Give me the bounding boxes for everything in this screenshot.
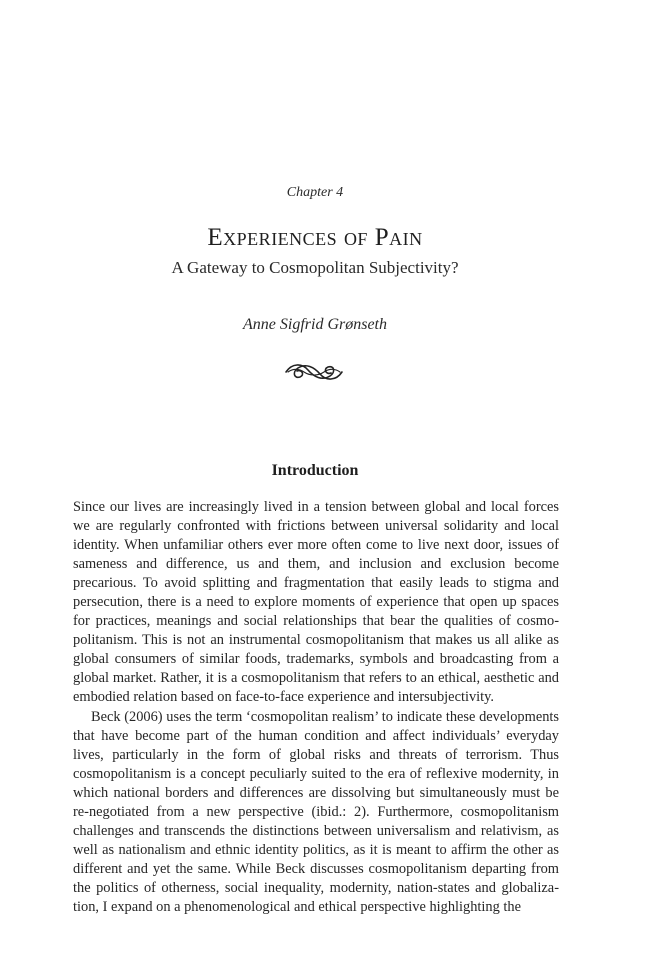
section-heading: Introduction (271, 462, 359, 479)
paragraph-2: Beck (2006) uses the term ‘cosmopolitan realism’ to indicate these developments that have become part of the human condition and affect individuals’ everyday lives, particularly in the form of global risks and threats of terrorism. Thus cosmopolitanism is a concept peculiarly suited to the era of reflexive modernity, in which national borders and differences are dissolving but simultaneously must be re-negotiated from a new perspective (ibid.: 2). Furthermore, cosmopolitanism challenges and transcends the distinctions between universalism and relativism, as well as nationalism and ethnic identity politics, as it is meant to affirm the other as different and yet the same. While Beck discusses cosmopolitanism departing from the politics of otherness, social inequality, modernity, nation-states and globalization, I expand on a phenomenological and ethical perspective highlighting the (73, 708, 559, 915)
paragraph-1: Since our lives are increasingly lived in a tension between global and local forces we are regularly confronted with frictions between universal solidarity and local identity. When unfamiliar others ever more often come to live next door, issues of sameness and difference, us and them, and inclusion and exclusion become precarious. To avoid splitting and fragmentation that easily leads to stigma and persecution, there is a need to explore moments of experience that open up spaces for practices, meanings and social relationships that bear the qualities of cosmopolitanism. This is not an instrumental cosmopolitanism that makes us all alike as global consumers of similar foods, trademarks, symbols and broadcasting from a global market. Rather, it is a cosmopolitanism that refers to an ethical, aesthetic and embodied relation based on face-to-face experience and intersubjectivity. (73, 499, 559, 706)
chapter-author: Anne Sigfrid Grønseth (243, 316, 387, 333)
flourish-ornament-icon (282, 360, 346, 384)
chapter-label: Chapter 4 (286, 185, 344, 200)
chapter-title: Experiences of Pain (207, 224, 423, 251)
chapter-subtitle: A Gateway to Cosmopolitan Subjectivity? (171, 258, 459, 277)
body-text (73, 498, 559, 917)
